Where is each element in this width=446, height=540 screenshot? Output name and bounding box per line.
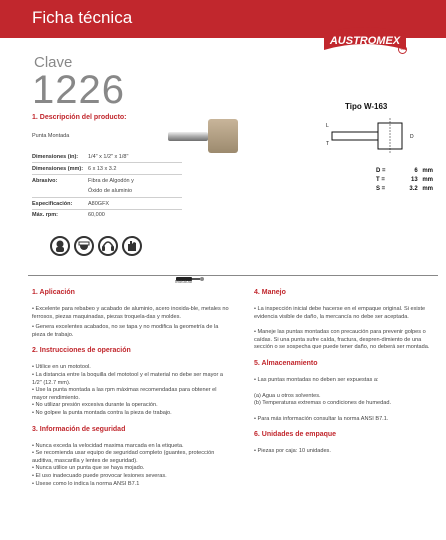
dim-row-d: D = 6 mm	[376, 168, 434, 174]
empaque-p1: • Piezas por caja: 10 unidades.	[254, 448, 331, 455]
right-column	[254, 289, 440, 456]
almacenamiento-title: 5. Almacenamiento	[254, 359, 318, 367]
manejo-p1: • La inspección inicial debe hacerse en el empaque original. Si existe evidencia visible de daño, la mercancía no debe ser aceptada.	[254, 306, 426, 320]
manejo-p2: • Maneje las puntas montadas con precaución para prevenir golpes o caídas. Si una punta sufre caída, fractura, despren-dimiento de una sección o se sospecha que puede tener daño, no deberá ser montada.	[254, 329, 430, 351]
seguridad-item: • El uso inadecuado puede provocar lesiones severas.	[32, 472, 167, 479]
spec-row-abrasivo: Abrasivo: Fibra de Algodón y Óxido de aluminio	[32, 176, 182, 198]
description-title: 1. Descripción del producto:	[32, 114, 127, 121]
seguridad-item: • Se recomienda usar equipo de seguridad completo (guantes, protección auditiva, mascarilla y lentes de seguridad).	[32, 450, 215, 464]
ear-protection-icon	[98, 236, 118, 256]
dimensions-table	[376, 167, 433, 194]
dim-row-s: S = 3.2 mm	[376, 186, 434, 192]
almacenamiento-p2: • Para más información consultar la norma ANSI B7.1.	[254, 415, 389, 422]
registered-mark: ®	[398, 45, 407, 54]
logo-text: AUSTROMEX	[329, 35, 401, 47]
gloves-icon	[122, 236, 142, 256]
section-divider	[28, 275, 438, 276]
left-column	[32, 289, 232, 488]
manejo-title: 4. Manejo	[254, 289, 286, 296]
empaque-title: 6. Unidades de empaque	[254, 431, 337, 439]
face-shield-icon	[74, 236, 94, 256]
spec-row-max-rpm: Máx. rpm: 60,000	[32, 212, 105, 218]
instrucciones-item: • Utilice en un mototool.	[32, 364, 91, 371]
almacenamiento-b: (b) Temperaturas extremas o condiciones de humedad.	[254, 400, 392, 407]
seguridad-item: • Usese como lo indica la norma ANSI B7.1	[32, 480, 140, 487]
diagram-label-d: D	[410, 134, 414, 140]
face-mask-icon	[50, 236, 70, 256]
dim-row-t: T = 13 mm	[376, 177, 434, 183]
seguridad-item: • Nunca utilice un punta que se haya mojado.	[32, 465, 145, 472]
spec-row-dim-in: Dimensiones (in): 1/4" x 1/2" x 1/8"	[32, 152, 182, 163]
mototool-label: Mototool	[175, 279, 193, 284]
instrucciones-item: • No golpee la punta montada contra la pieza de trabajo.	[32, 409, 172, 416]
aplicacion-title: 1. Aplicación	[32, 289, 75, 296]
tipo-diagram	[320, 118, 420, 158]
aplicacion-p2: • Genera excelentes acabados, no se tapa y no modifica la geometría de la pieza de trabajo.	[32, 324, 219, 338]
austromex-logo	[322, 20, 408, 54]
mototool-icon	[176, 270, 206, 278]
tipo-label: Tipo W-163	[345, 102, 388, 111]
instrucciones-item: • Use la punta montada a las rpm máximas recomendadas para obtener el mayor rendimiento.	[32, 387, 217, 401]
spec-row-dim-mm: Dimensiones (mm): 6 x 13 x 3.2	[32, 164, 182, 175]
seguridad-item: • Nunca exceda la velocidad maxima marcada en la etiqueta.	[32, 442, 184, 449]
instrucciones-title: 2. Instrucciones de operación	[32, 347, 131, 355]
instrucciones-item: • La distancia entre la boquilla del mototool y el material no debe ser mayor a 1/2" (12.7 mm).	[32, 371, 224, 386]
spec-row-especificacion: Especificación: A80GFX	[32, 199, 182, 210]
clave-value: 1226	[32, 68, 125, 112]
almacenamiento-a: (a) Agua u otros solventes.	[254, 392, 321, 399]
diagram-label-t: T	[326, 141, 330, 147]
product-name: Punta Montada	[32, 133, 70, 139]
instrucciones-item: • No utilizar presión excesiva durante la operación.	[32, 402, 158, 409]
seguridad-title: 3. Información de seguridad	[32, 425, 126, 433]
diagram-label-l: L	[326, 123, 329, 129]
page-title: Ficha técnica	[32, 8, 133, 27]
aplicacion-p1: • Excelente para rebabeo y acabado de aluminio, acero inoxida-ble, metales no ferrosos, piezas maquinadas, piezas troquela-das y moldes.	[32, 306, 229, 320]
clave-label: Clave	[34, 54, 73, 71]
almacenamiento-p1: • Las puntas montadas no deben ser expuestas a:	[254, 376, 379, 383]
